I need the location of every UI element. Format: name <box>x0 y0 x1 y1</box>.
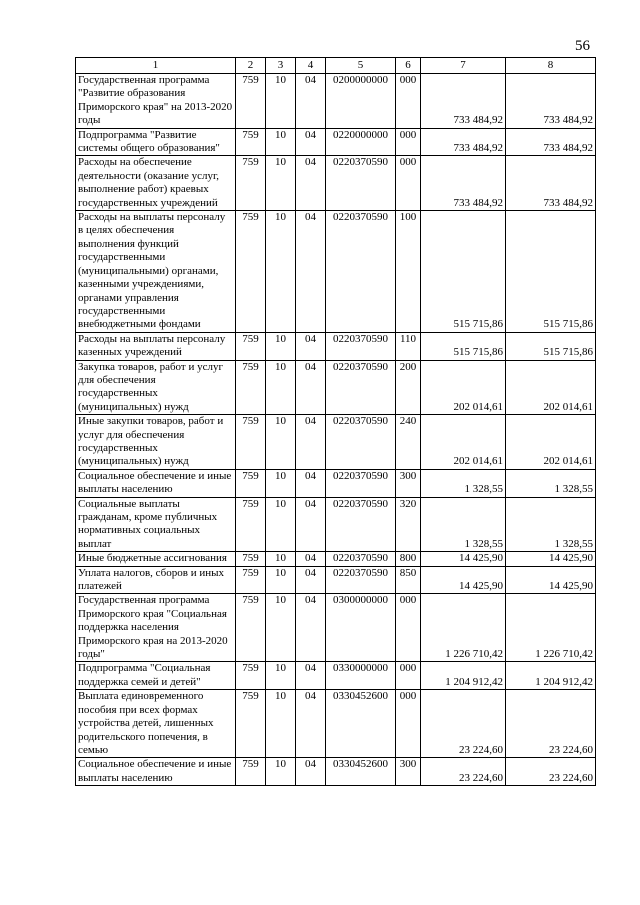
row-name-cell: Уплата налогов, сборов и иных платежей <box>76 566 236 594</box>
row-code-cell: 759 <box>236 415 266 470</box>
row-code-cell: 759 <box>236 360 266 415</box>
row-sum-cell: 515 715,86 <box>421 332 506 360</box>
row-code-cell: 759 <box>236 497 266 552</box>
table-row <box>76 360 596 415</box>
header-cell: 4 <box>296 58 326 74</box>
header-cell: 5 <box>326 58 396 74</box>
row-sum-cell: 14 425,90 <box>506 552 596 566</box>
row-sum-cell: 733 484,92 <box>421 74 506 129</box>
row-name-cell: Расходы на выплаты персоналу в целях обеспечения выполнения функций государственными (муниципальными) органами, казенными учреждениями, органами управления государственными внебюджетными фондами <box>76 211 236 333</box>
row-code-cell: 10 <box>266 552 296 566</box>
table-row <box>76 74 596 129</box>
row-sum-cell: 202 014,61 <box>506 415 596 470</box>
row-code-cell: 320 <box>396 497 421 552</box>
row-code-cell: 10 <box>266 332 296 360</box>
table-row <box>76 211 596 333</box>
row-sum-cell: 14 425,90 <box>506 566 596 594</box>
row-code-cell: 759 <box>236 156 266 211</box>
row-sum-cell: 1 328,55 <box>421 469 506 497</box>
row-sum-cell: 1 226 710,42 <box>421 594 506 662</box>
row-code-cell: 0220370590 <box>326 332 396 360</box>
header-cell: 3 <box>266 58 296 74</box>
row-name-cell: Социальные выплаты гражданам, кроме публичных нормативных социальных выплат <box>76 497 236 552</box>
row-sum-cell: 1 226 710,42 <box>506 594 596 662</box>
row-code-cell: 759 <box>236 74 266 129</box>
row-code-cell: 0330000000 <box>326 662 396 690</box>
row-sum-cell: 14 425,90 <box>421 566 506 594</box>
table-row <box>76 594 596 662</box>
row-code-cell: 10 <box>266 360 296 415</box>
row-code-cell: 10 <box>266 497 296 552</box>
row-sum-cell: 14 425,90 <box>421 552 506 566</box>
row-sum-cell: 23 224,60 <box>506 690 596 758</box>
row-code-cell: 04 <box>296 415 326 470</box>
row-code-cell: 04 <box>296 360 326 415</box>
row-code-cell: 759 <box>236 332 266 360</box>
row-code-cell: 000 <box>396 690 421 758</box>
table-row <box>76 128 596 156</box>
table-row <box>76 690 596 758</box>
table-row <box>76 497 596 552</box>
row-sum-cell: 202 014,61 <box>421 360 506 415</box>
header-cell: 2 <box>236 58 266 74</box>
row-sum-cell: 733 484,92 <box>421 128 506 156</box>
row-code-cell: 000 <box>396 74 421 129</box>
row-code-cell: 000 <box>396 662 421 690</box>
row-sum-cell: 1 204 912,42 <box>421 662 506 690</box>
table-row <box>76 332 596 360</box>
row-code-cell: 0220370590 <box>326 552 396 566</box>
row-code-cell: 10 <box>266 128 296 156</box>
row-code-cell: 04 <box>296 690 326 758</box>
row-name-cell: Расходы на выплаты персоналу казенных учреждений <box>76 332 236 360</box>
row-code-cell: 0220370590 <box>326 566 396 594</box>
row-code-cell: 240 <box>396 415 421 470</box>
table-row <box>76 415 596 470</box>
row-code-cell: 04 <box>296 497 326 552</box>
row-name-cell: Государственная программа Приморского края "Социальная поддержка населения Приморского края на 2013-2020 годы" <box>76 594 236 662</box>
row-sum-cell: 23 224,60 <box>421 758 506 786</box>
row-code-cell: 10 <box>266 211 296 333</box>
header-cell: 8 <box>506 58 596 74</box>
row-code-cell: 759 <box>236 211 266 333</box>
row-code-cell: 759 <box>236 552 266 566</box>
row-code-cell: 04 <box>296 552 326 566</box>
table-row <box>76 156 596 211</box>
row-sum-cell: 1 328,55 <box>506 469 596 497</box>
row-code-cell: 0220370590 <box>326 469 396 497</box>
row-code-cell: 0330452600 <box>326 690 396 758</box>
table-header-row <box>76 58 596 74</box>
table-row <box>76 469 596 497</box>
row-sum-cell: 23 224,60 <box>421 690 506 758</box>
budget-table <box>75 57 596 786</box>
row-name-cell: Расходы на обеспечение деятельности (оказание услуг, выполнение работ) краевых государственных учреждений <box>76 156 236 211</box>
row-code-cell: 0220370590 <box>326 211 396 333</box>
row-code-cell: 759 <box>236 758 266 786</box>
row-name-cell: Подпрограмма "Социальная поддержка семей и детей" <box>76 662 236 690</box>
row-code-cell: 04 <box>296 758 326 786</box>
row-sum-cell: 733 484,92 <box>506 128 596 156</box>
header-cell: 1 <box>76 58 236 74</box>
row-name-cell: Выплата единовременного пособия при всех формах устройства детей, лишенных родительского попечения, в семью <box>76 690 236 758</box>
row-code-cell: 0300000000 <box>326 594 396 662</box>
page-number: 56 <box>575 38 590 54</box>
row-code-cell: 0330452600 <box>326 758 396 786</box>
row-code-cell: 300 <box>396 758 421 786</box>
table-row <box>76 566 596 594</box>
row-code-cell: 10 <box>266 74 296 129</box>
row-code-cell: 800 <box>396 552 421 566</box>
row-name-cell: Иные закупки товаров, работ и услуг для обеспечения государственных (муниципальных) нужд <box>76 415 236 470</box>
table-row <box>76 552 596 566</box>
table-row <box>76 758 596 786</box>
row-code-cell: 759 <box>236 594 266 662</box>
row-code-cell: 0220370590 <box>326 360 396 415</box>
row-code-cell: 100 <box>396 211 421 333</box>
row-code-cell: 0220000000 <box>326 128 396 156</box>
row-sum-cell: 1 204 912,42 <box>506 662 596 690</box>
row-name-cell: Иные бюджетные ассигнования <box>76 552 236 566</box>
row-code-cell: 04 <box>296 332 326 360</box>
row-name-cell: Государственная программа "Развитие образования Приморского края" на 2013-2020 годы <box>76 74 236 129</box>
row-sum-cell: 515 715,86 <box>421 211 506 333</box>
row-name-cell: Подпрограмма "Развитие системы общего образования" <box>76 128 236 156</box>
row-code-cell: 0220370590 <box>326 497 396 552</box>
row-code-cell: 10 <box>266 662 296 690</box>
row-code-cell: 04 <box>296 74 326 129</box>
row-sum-cell: 1 328,55 <box>506 497 596 552</box>
row-sum-cell: 515 715,86 <box>506 332 596 360</box>
row-code-cell: 110 <box>396 332 421 360</box>
row-code-cell: 04 <box>296 566 326 594</box>
row-code-cell: 200 <box>396 360 421 415</box>
row-code-cell: 10 <box>266 415 296 470</box>
row-code-cell: 10 <box>266 690 296 758</box>
row-code-cell: 000 <box>396 128 421 156</box>
row-name-cell: Социальное обеспечение и иные выплаты населению <box>76 469 236 497</box>
header-cell: 6 <box>396 58 421 74</box>
row-code-cell: 300 <box>396 469 421 497</box>
row-code-cell: 759 <box>236 128 266 156</box>
row-code-cell: 10 <box>266 594 296 662</box>
row-code-cell: 0200000000 <box>326 74 396 129</box>
row-code-cell: 10 <box>266 156 296 211</box>
row-code-cell: 10 <box>266 758 296 786</box>
row-code-cell: 850 <box>396 566 421 594</box>
row-name-cell: Социальное обеспечение и иные выплаты населению <box>76 758 236 786</box>
row-code-cell: 759 <box>236 566 266 594</box>
row-code-cell: 04 <box>296 128 326 156</box>
row-code-cell: 04 <box>296 156 326 211</box>
row-sum-cell: 733 484,92 <box>506 156 596 211</box>
row-code-cell: 0220370590 <box>326 415 396 470</box>
row-code-cell: 0220370590 <box>326 156 396 211</box>
row-code-cell: 04 <box>296 662 326 690</box>
row-code-cell: 10 <box>266 469 296 497</box>
row-sum-cell: 23 224,60 <box>506 758 596 786</box>
row-code-cell: 10 <box>266 566 296 594</box>
row-sum-cell: 1 328,55 <box>421 497 506 552</box>
row-code-cell: 04 <box>296 211 326 333</box>
row-code-cell: 04 <box>296 594 326 662</box>
row-sum-cell: 733 484,92 <box>506 74 596 129</box>
row-sum-cell: 202 014,61 <box>506 360 596 415</box>
row-sum-cell: 515 715,86 <box>506 211 596 333</box>
row-code-cell: 759 <box>236 469 266 497</box>
row-code-cell: 000 <box>396 594 421 662</box>
row-name-cell: Закупка товаров, работ и услуг для обеспечения государственных (муниципальных) нужд <box>76 360 236 415</box>
row-sum-cell: 733 484,92 <box>421 156 506 211</box>
table-row <box>76 662 596 690</box>
row-code-cell: 04 <box>296 469 326 497</box>
row-sum-cell: 202 014,61 <box>421 415 506 470</box>
row-code-cell: 759 <box>236 690 266 758</box>
header-cell: 7 <box>421 58 506 74</box>
row-code-cell: 000 <box>396 156 421 211</box>
row-code-cell: 759 <box>236 662 266 690</box>
